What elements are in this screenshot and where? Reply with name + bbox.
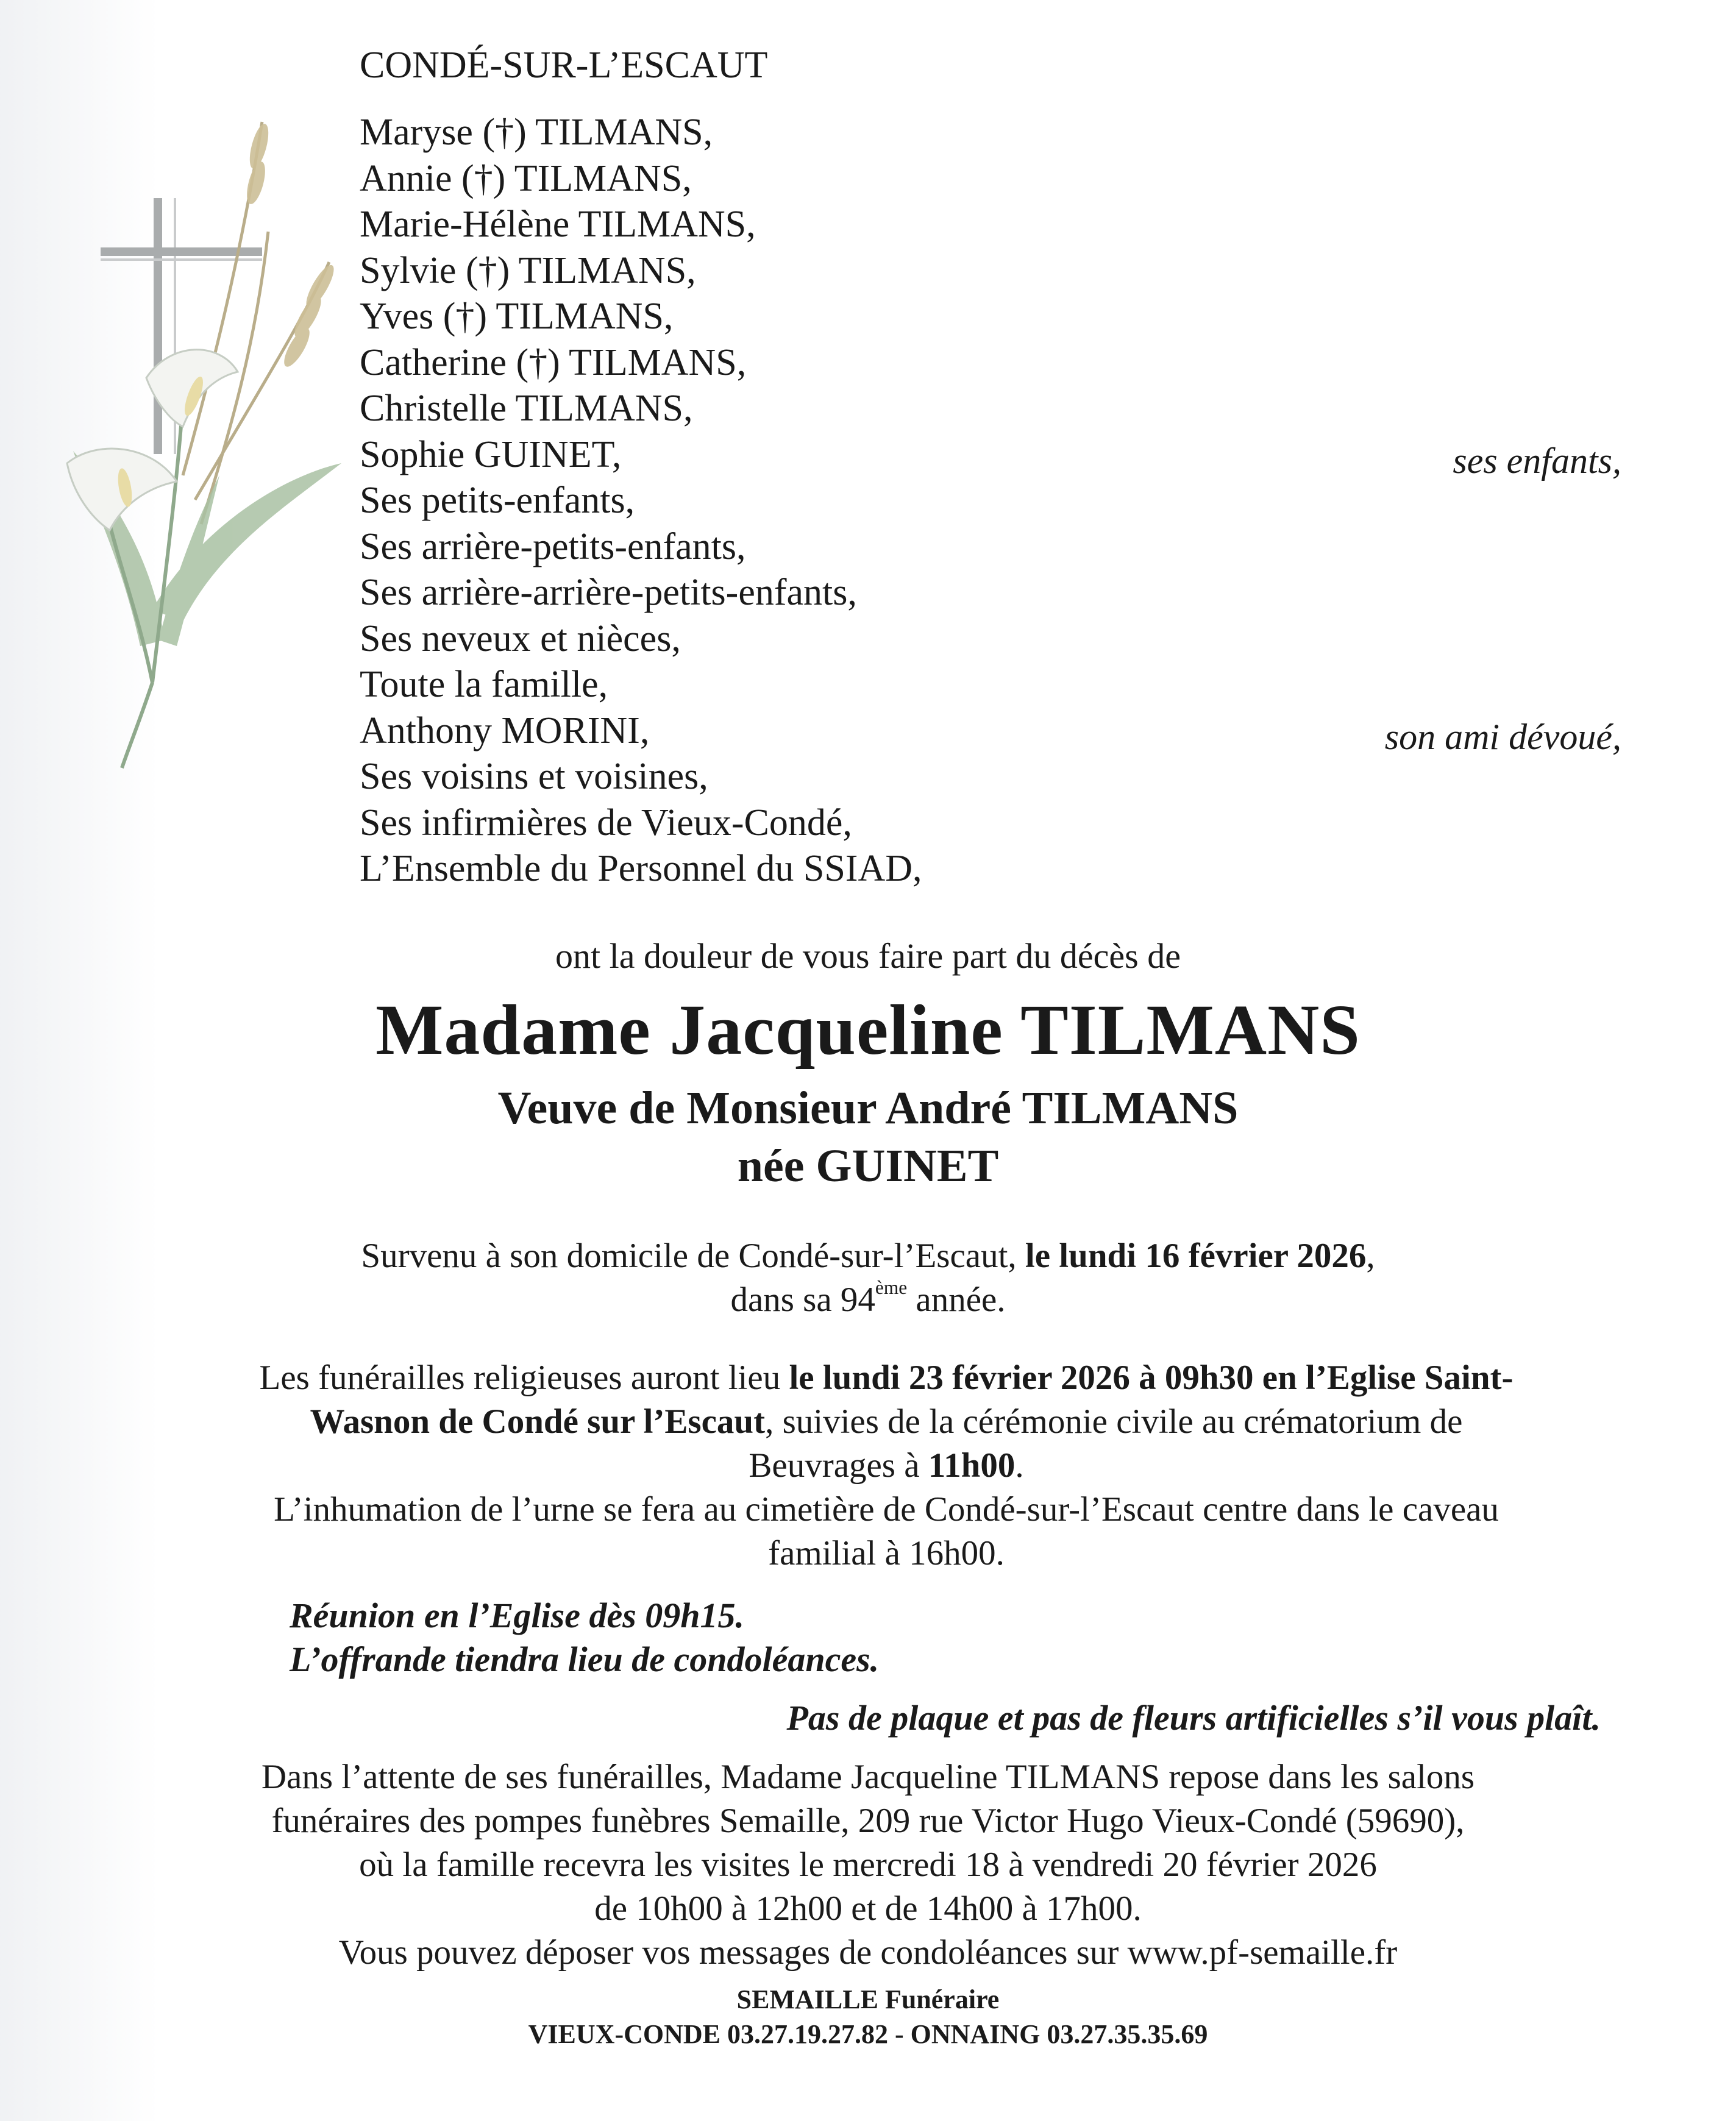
condolence-line: Vous pouvez déposer vos messages de condoléances sur www.pf-semaille.fr xyxy=(338,1933,1398,1972)
family-line: Marie-Hélène TILMANS, xyxy=(360,204,756,245)
family-line: Ses voisins et voisines, xyxy=(360,756,708,797)
family-line: L’Ensemble du Personnel du SSIAD, xyxy=(360,848,922,889)
burial-line: familial à 16h00. xyxy=(768,1534,1005,1572)
announcement: ont la douleur de vous faire part du décès de xyxy=(555,936,1181,976)
family-line: Ses arrière-arrière-petits-enfants, xyxy=(360,572,857,613)
death-place: Survenu à son domicile de Condé-sur-l’Escaut, xyxy=(361,1237,1025,1275)
funeral-date: le lundi 23 février 2026 à 09h30 en l’Eglise Saint- xyxy=(789,1359,1514,1397)
death-punct: , xyxy=(1366,1237,1375,1275)
funeral-punct: . xyxy=(1015,1446,1024,1485)
funeral-text: Beuvrages à xyxy=(749,1446,928,1485)
family-list xyxy=(360,110,922,892)
visitation-line: où la famille recevra les visites le mercredi 18 à vendredi 20 février 2026 xyxy=(359,1846,1377,1884)
family-line: Annie (†) TILMANS, xyxy=(360,157,692,199)
crematorium-time: 11h00 xyxy=(928,1446,1016,1485)
family-line: Ses petits-enfants, xyxy=(360,480,635,521)
town-heading: CONDÉ-SUR-L’ESCAUT xyxy=(360,44,768,86)
age-start: dans sa 94 xyxy=(730,1281,875,1319)
death-info xyxy=(0,1234,1736,1322)
family-line: Maryse (†) TILMANS, xyxy=(360,112,713,153)
family-line: Ses arrière-petits-enfants, xyxy=(360,525,746,567)
widow-line: Veuve de Monsieur André TILMANS xyxy=(497,1082,1239,1134)
age-end: année. xyxy=(907,1281,1006,1319)
age-superscript: ème xyxy=(875,1276,908,1298)
born-line: née GUINET xyxy=(737,1140,999,1192)
family-line: Anthony MORINI, xyxy=(360,709,650,751)
death-date: le lundi 16 février 2026 xyxy=(1025,1237,1367,1275)
deceased-name: Madame Jacqueline TILMANS xyxy=(375,990,1361,1070)
funeral-church: Wasnon de Condé sur l’Escaut xyxy=(310,1402,766,1441)
relation-children: ses enfants, xyxy=(1453,441,1621,481)
funeral-text: , suivies de la cérémonie civile au crématorium de xyxy=(765,1402,1463,1441)
reunion-line: Réunion en l’Eglise dès 09h15. xyxy=(290,1596,745,1635)
family-line: Ses infirmières de Vieux-Condé, xyxy=(360,801,852,844)
visitation-line: Dans l’attente de ses funérailles, Madame Jacqueline TILMANS repose dans les salons xyxy=(261,1758,1475,1796)
family-line: Ses neveux et nièces, xyxy=(360,617,681,659)
burial-line: L’inhumation de l’urne se fera au cimetière de Condé-sur-l’Escaut centre dans le caveau xyxy=(274,1490,1499,1529)
family-line: Yves (†) TILMANS, xyxy=(360,296,674,337)
company-contacts: VIEUX-CONDE 03.27.19.27.82 - ONNAING 03.27.35.35.69 xyxy=(528,2019,1208,2049)
family-line: Sophie GUINET, xyxy=(360,433,622,475)
no-plaque-notice: Pas de plaque et pas de fleurs artificielles s’il vous plaît. xyxy=(786,1698,1601,1738)
relation-friend: son ami dévoué, xyxy=(1384,717,1621,757)
reunion-block xyxy=(290,1594,879,1682)
company-name: SEMAILLE Funéraire xyxy=(736,1984,1000,2014)
offrande-line: L’offrande tiendra lieu de condoléances. xyxy=(290,1640,880,1679)
family-line: Toute la famille, xyxy=(360,664,608,705)
funeral-text: Les funérailles religieuses auront lieu xyxy=(259,1359,789,1397)
family-line: Catherine (†) TILMANS, xyxy=(360,341,747,383)
family-line: Sylvie (†) TILMANS, xyxy=(360,249,696,291)
family-line: Christelle TILMANS, xyxy=(360,388,693,429)
funeral-info xyxy=(18,1356,1736,1576)
visitation-line: de 10h00 à 12h00 et de 14h00 à 17h00. xyxy=(594,1889,1142,1928)
visitation-info xyxy=(0,1755,1736,1975)
visitation-line: funéraires des pompes funèbres Semaille, 209 rue Victor Hugo Vieux-Condé (59690), xyxy=(271,1802,1465,1840)
